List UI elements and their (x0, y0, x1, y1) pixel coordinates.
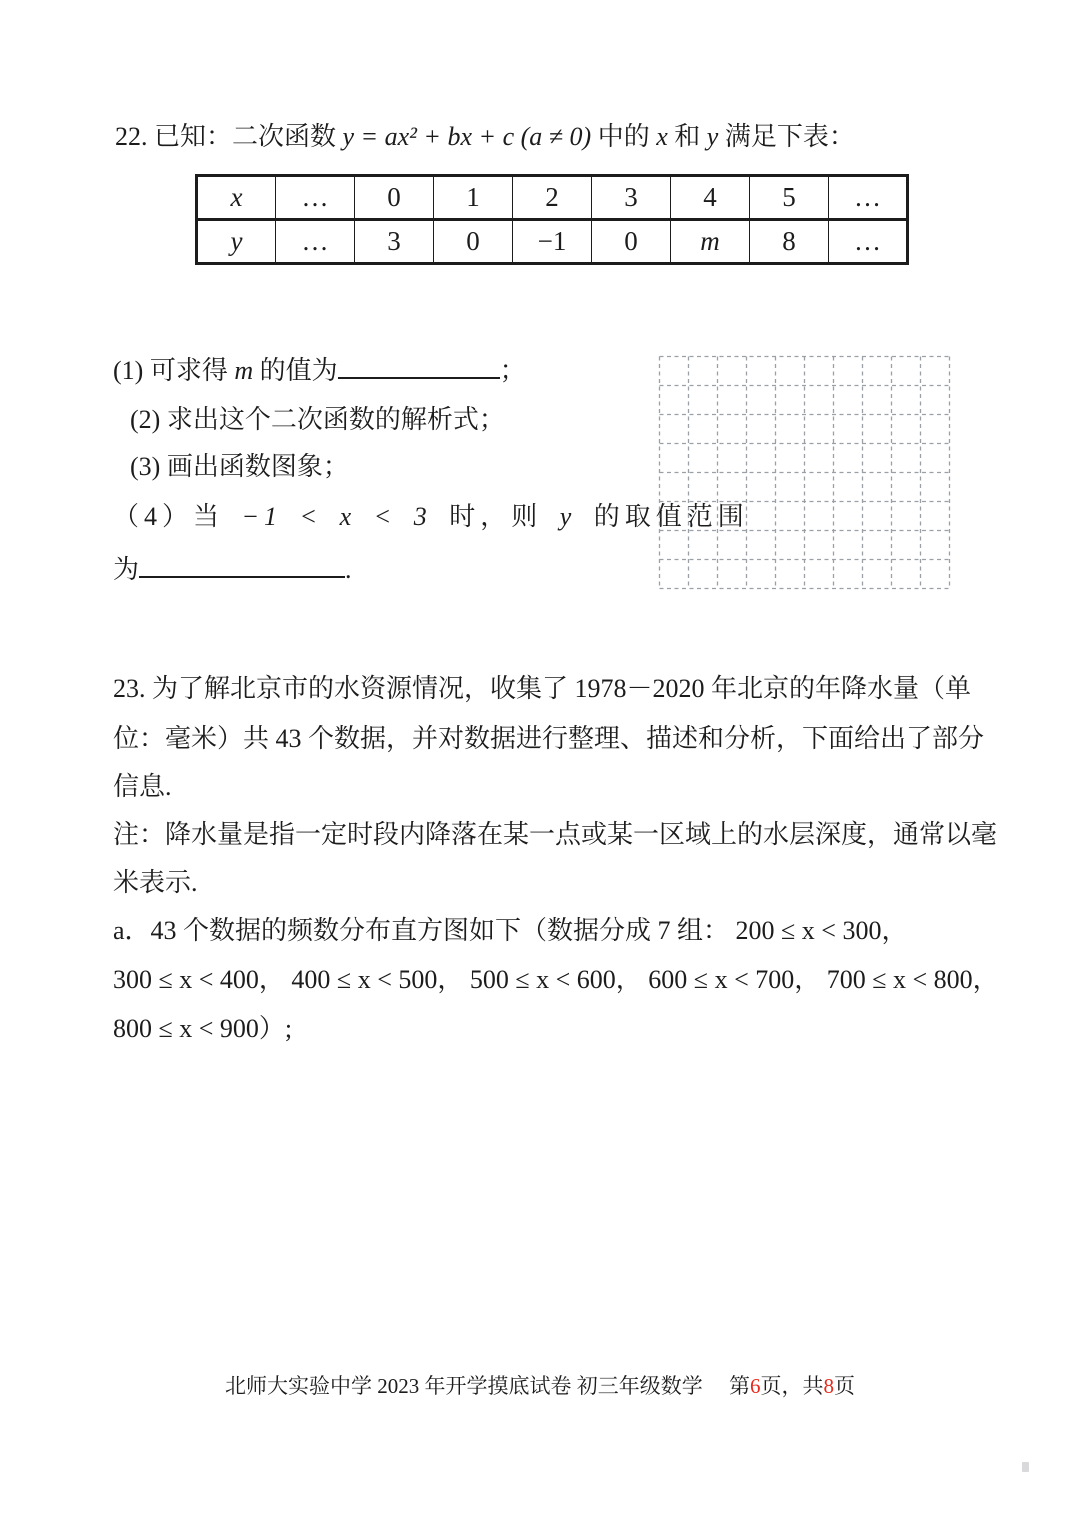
q22-var-y: y (706, 122, 719, 151)
q22-item-3 (130, 450, 349, 484)
q23-note-line-1: 注：降水量是指一定时段内降落在某一点或某一区域上的水层深度，通常以毫 (113, 820, 998, 849)
q22-title-text: 22. 已知：二次函数 (115, 122, 343, 151)
item4-inequality: −1 < x < 3 (241, 502, 432, 531)
cell: −1 (513, 220, 592, 264)
q22-value-table (195, 174, 909, 265)
item1-text: (1) 可求得 (113, 356, 235, 385)
q22-title-and: 和 (667, 122, 707, 151)
item1-punct: ； (499, 356, 526, 385)
answer-blank-m (338, 353, 500, 379)
q22-title (115, 120, 855, 154)
cell: … (276, 176, 355, 220)
footer-page-total: 8 (823, 1374, 834, 1398)
scan-artifact (1022, 1462, 1029, 1472)
q23-note-line-2: 米表示. (113, 868, 198, 897)
item4-text2: 时，则 (431, 502, 560, 531)
cell: 2 (513, 176, 592, 220)
q22-item-4 (113, 500, 749, 534)
cell-m-value: m (671, 220, 750, 264)
q22-title-mid: 中的 (591, 122, 657, 151)
footer-page-current: 6 (750, 1374, 761, 1398)
footer-title: 北师大实验中学 2023 年开学摸底试卷 初三年级数学 第 (225, 1374, 750, 1398)
item1-var-m: m (234, 356, 254, 385)
cell: … (829, 176, 908, 220)
q22-formula: y = ax² + bx + c (a ≠ 0) (342, 122, 592, 151)
item4-var-y: y (559, 502, 577, 531)
cell: 0 (592, 220, 671, 264)
cell: … (829, 220, 908, 264)
cell: 8 (750, 220, 829, 264)
cell: 0 (355, 176, 434, 220)
cell: 1 (434, 176, 513, 220)
item1-text2: 的值为 (253, 356, 338, 385)
q22-var-x: x (656, 122, 668, 151)
q23-line-2: 位：毫米）共 43 个数据，并对数据进行整理、描述和分析，下面给出了部分 (113, 724, 985, 753)
item2-text: (2) 求出这个二次函数的解析式； (130, 405, 505, 434)
cell: 5 (750, 176, 829, 220)
table-row (197, 176, 908, 220)
q23-item-a-line-1: a．43 个数据的频数分布直方图如下（数据分成 7 组： 200 ≤ x < 300， (113, 916, 908, 945)
cell: 3 (355, 220, 434, 264)
cell: 4 (671, 176, 750, 220)
q23-line-3: 信息. (113, 772, 172, 801)
q22-item-1 (113, 353, 526, 388)
q22-item-2 (130, 403, 505, 437)
footer-mid: 页，共 (760, 1374, 824, 1398)
q23-item-a-line-3: 800 ≤ x < 900）; (113, 1014, 293, 1043)
cell: 3 (592, 176, 671, 220)
item4-text: （4）当 (113, 502, 242, 531)
table-row (197, 220, 908, 264)
item4b-text: 为 (113, 555, 140, 584)
item3-text: (3) 画出函数图象； (130, 452, 349, 481)
cell-x-label: x (197, 176, 276, 220)
q23-item-a-line-2: 300 ≤ x < 400， 400 ≤ x < 500， 500 ≤ x < 600， 600 ≤ x < 700， 700 ≤ x < 800， (113, 965, 999, 994)
q22-item-4-answer-line (113, 552, 352, 587)
cell-y-label: y (197, 220, 276, 264)
answer-blank-range (139, 552, 345, 578)
q22-title-suffix: 满足下表： (718, 122, 855, 151)
q23-line-1: 23. 为了解北京市的水资源情况，收集了 1978－2020 年北京的年降水量（单 (113, 674, 972, 703)
footer-suffix: 页 (834, 1374, 855, 1398)
item4b-punct: . (345, 555, 352, 584)
cell: 0 (434, 220, 513, 264)
drawing-grid (658, 355, 951, 595)
cell: … (276, 220, 355, 264)
item4-text3: 的取值范围 (576, 502, 749, 531)
grid-svg (658, 355, 951, 590)
page-footer (0, 1372, 1080, 1400)
